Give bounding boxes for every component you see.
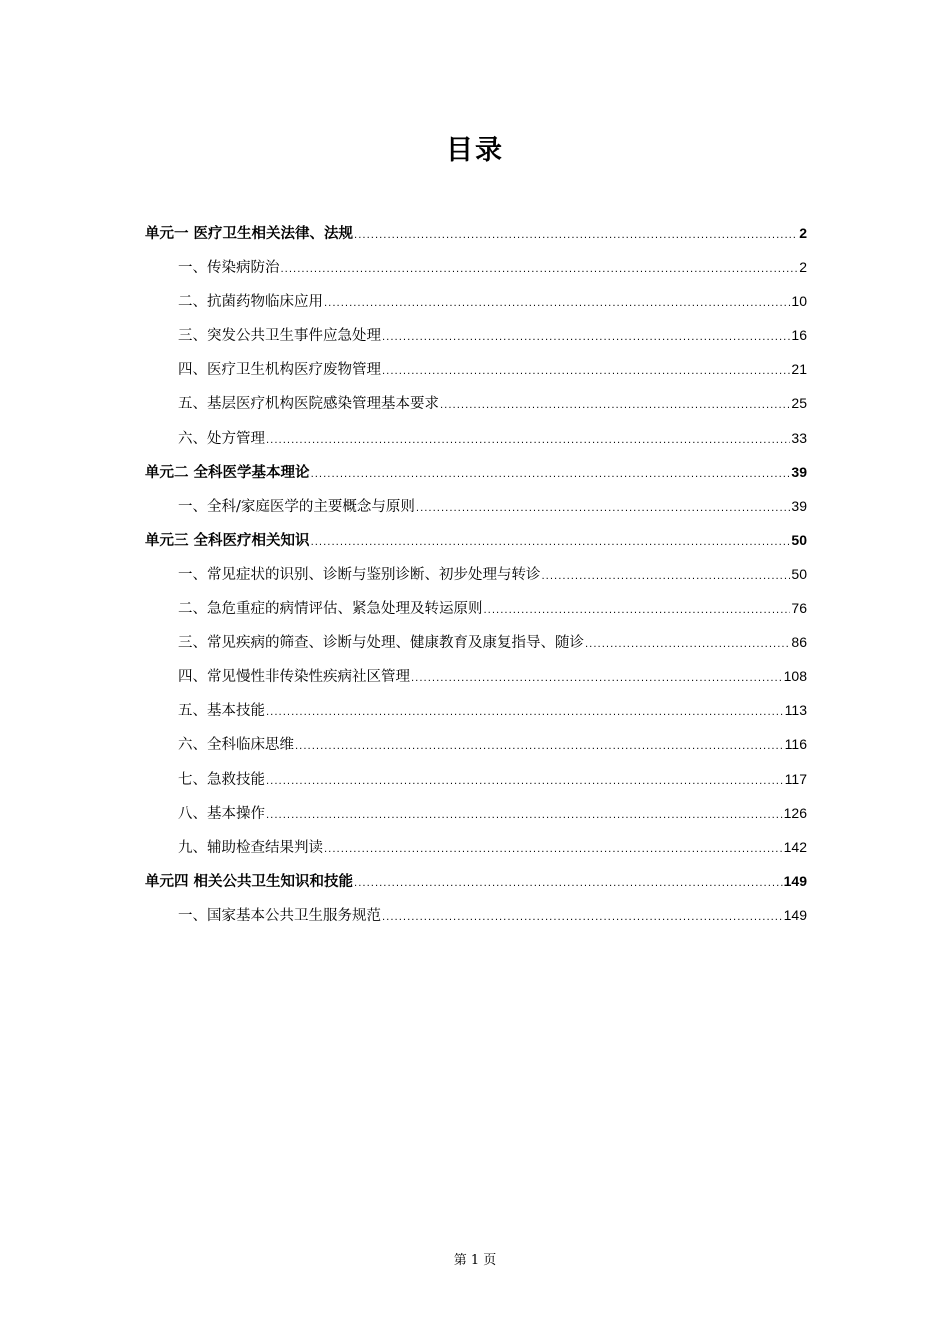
toc-section-entry[interactable] [145,256,807,290]
toc-dot-leader [266,707,784,718]
toc-dot-leader [354,230,798,241]
toc-page-number: 21 [791,361,807,378]
toc-section-entry[interactable] [145,324,807,358]
toc-dot-leader [311,469,791,480]
toc-dot-leader [354,878,783,889]
toc-section-entry[interactable] [145,290,807,324]
toc-unit-entry[interactable] [145,870,807,904]
page-footer: 第 1 页 [453,1253,497,1268]
toc-section-entry[interactable] [145,836,807,870]
toc-page-number: 33 [791,429,807,446]
toc-page-number: 50 [791,531,807,548]
toc-entry-title: 单元四 相关公共卫生知识和技能 [145,873,354,890]
toc-entry-title: 六、全科临床思维 [178,737,294,754]
toc-section-entry[interactable] [145,427,807,461]
toc-page-number: 39 [791,463,807,480]
toc-entry-title: 一、常见症状的识别、诊断与鉴别诊断、初步处理与转诊 [178,566,541,583]
toc-dot-leader [266,776,784,787]
toc-page-number: 86 [791,634,807,651]
toc-dot-leader [542,571,791,582]
toc-dot-leader [266,810,783,821]
toc-entry-title: 八、基本操作 [178,805,265,822]
toc-dot-leader [324,844,783,855]
page-title: 目录 [446,135,504,166]
toc-section-entry[interactable] [145,392,807,426]
toc-entry-title: 单元二 全科医学基本理论 [145,464,310,481]
toc-dot-leader [266,435,790,446]
toc-page-number: 76 [791,600,807,617]
toc-dot-leader [416,503,791,514]
toc-entry-title: 五、基本技能 [178,703,265,720]
toc-section-entry[interactable] [145,563,807,597]
toc-dot-leader [440,400,790,411]
toc-dot-leader [382,912,783,923]
toc-entry-title: 九、辅助检查结果判读 [178,839,323,856]
toc-section-entry[interactable] [145,733,807,767]
toc-entry-title: 一、传染病防治 [178,260,280,277]
toc-page-number: 25 [791,395,807,412]
toc-entry-title: 四、常见慢性非传染性疾病社区管理 [178,669,410,686]
toc-entry-title: 单元一 医疗卫生相关法律、法规 [145,226,354,242]
toc-unit-entry[interactable] [145,222,807,256]
toc-page-number: 2 [799,259,807,276]
toc-page-number: 149 [783,872,807,889]
toc-entry-title: 二、急危重症的病情评估、紧急处理及转运原则 [178,601,483,618]
table-of-contents [145,222,807,938]
toc-entry-title: 五、基层医疗机构医院感染管理基本要求 [178,396,439,413]
toc-entry-title: 单元三 全科医疗相关知识 [145,532,310,549]
toc-section-entry[interactable] [145,768,807,802]
toc-entry-title: 六、处方管理 [178,430,265,447]
toc-section-entry[interactable] [145,665,807,699]
toc-page-number: 10 [791,293,807,310]
toc-dot-leader [484,605,791,616]
toc-dot-leader [382,366,790,377]
toc-section-entry[interactable] [145,495,807,529]
toc-page-number: 2 [799,225,807,241]
toc-unit-entry[interactable] [145,529,807,563]
toc-page-number: 108 [783,668,807,685]
toc-dot-leader [411,673,783,684]
toc-dot-leader [324,298,790,309]
toc-dot-leader [295,741,784,752]
toc-page-number: 16 [791,327,807,344]
toc-section-entry[interactable] [145,597,807,631]
toc-page-number: 50 [791,565,807,582]
toc-page-number: 39 [791,497,807,514]
toc-page-number: 113 [784,702,807,719]
toc-entry-title: 一、全科/家庭医学的主要概念与原则 [178,498,415,515]
toc-dot-leader [281,264,799,275]
toc-page-number: 142 [783,838,807,855]
toc-entry-title: 四、医疗卫生机构医疗废物管理 [178,362,381,379]
toc-section-entry[interactable] [145,904,807,938]
toc-entry-title: 三、常见疾病的筛查、诊断与处理、健康教育及康复指导、随诊 [178,635,584,652]
toc-section-entry[interactable] [145,631,807,665]
toc-unit-entry[interactable] [145,461,807,495]
toc-entry-title: 一、国家基本公共卫生服务规范 [178,907,381,924]
toc-entry-title: 三、突发公共卫生事件应急处理 [178,328,381,345]
toc-section-entry[interactable] [145,358,807,392]
toc-dot-leader [585,639,790,650]
toc-entry-title: 七、急救技能 [178,771,265,788]
toc-page-number: 116 [784,736,807,753]
toc-page-number: 149 [783,906,807,923]
toc-entry-title: 二、抗菌药物临床应用 [178,294,323,311]
toc-dot-leader [382,332,790,343]
toc-section-entry[interactable] [145,802,807,836]
toc-section-entry[interactable] [145,699,807,733]
toc-dot-leader [311,537,791,548]
toc-page-number: 117 [784,770,807,787]
toc-page-number: 126 [783,804,807,821]
